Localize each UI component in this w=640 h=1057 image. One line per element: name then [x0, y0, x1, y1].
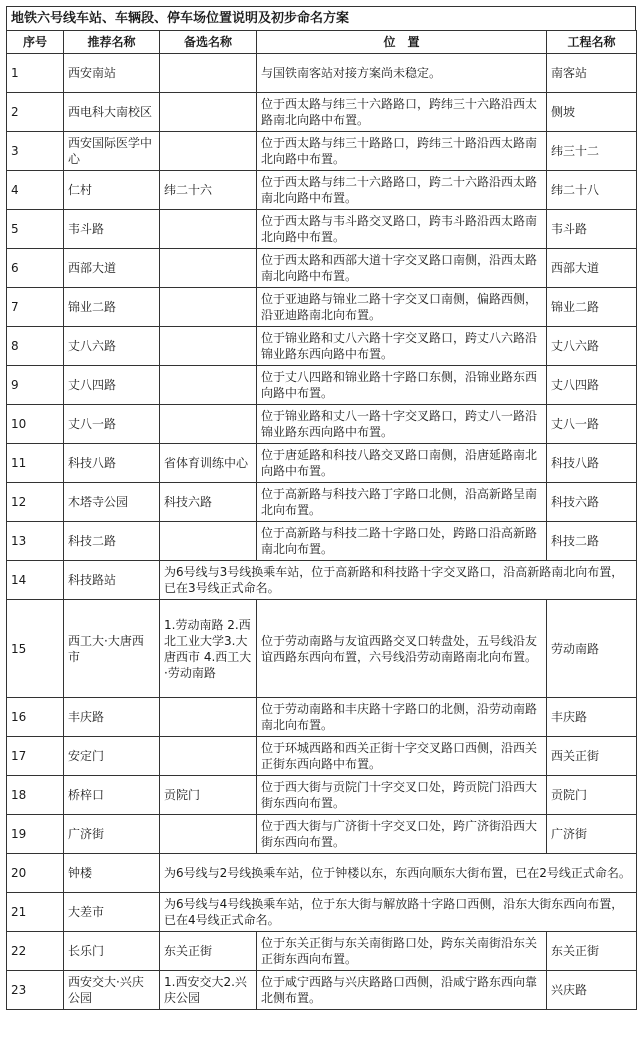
row-no: 23: [7, 971, 64, 1010]
row-location: 与国铁南客站对接方案尚未稳定。: [257, 54, 547, 93]
table-row: [7, 932, 637, 971]
row-alt: [160, 366, 257, 405]
table-row: [7, 210, 637, 249]
col-header-project: 工程名称: [547, 31, 637, 54]
table-row: [7, 854, 637, 893]
row-project: 纬二十八: [547, 171, 637, 210]
row-project: 贡院门: [547, 776, 637, 815]
row-no: 17: [7, 737, 64, 776]
row-name: 西电科大南校区: [64, 93, 160, 132]
table-row: [7, 561, 637, 600]
row-name: 丈八六路: [64, 327, 160, 366]
row-location: 位于亚迪路与锦业二路十字交叉口南侧，偏路西侧，沿亚迪路南北向布置。: [257, 288, 547, 327]
row-name: 科技路站: [64, 561, 160, 600]
row-alt: [160, 522, 257, 561]
row-name: 长乐门: [64, 932, 160, 971]
table-row: [7, 600, 637, 698]
row-alt: 省体育训练中心: [160, 444, 257, 483]
table-row: [7, 288, 637, 327]
row-no: 13: [7, 522, 64, 561]
row-project: 兴庆路: [547, 971, 637, 1010]
row-no: 16: [7, 698, 64, 737]
table-row: [7, 249, 637, 288]
row-location: 位于东关正街与东关南街路口处，跨东关南街沿东关正街东西向布置。: [257, 932, 547, 971]
row-merged-description: 为6号线与3号线换乘车站，位于高新路和科技路十字交叉路口，沿高新路南北向布置，已在3号线正式命名。: [160, 561, 637, 600]
row-no: 5: [7, 210, 64, 249]
row-name: 广济街: [64, 815, 160, 854]
row-no: 6: [7, 249, 64, 288]
row-no: 7: [7, 288, 64, 327]
row-name: 丈八一路: [64, 405, 160, 444]
row-project: 西部大道: [547, 249, 637, 288]
row-alt: [160, 93, 257, 132]
row-no: 4: [7, 171, 64, 210]
table-row: [7, 171, 637, 210]
row-location: 位于西太路与纬三十路路口，跨纬三十路沿西太路南北向路中布置。: [257, 132, 547, 171]
table-row: [7, 444, 637, 483]
row-location: 位于咸宁西路与兴庆路路口西侧，沿咸宁路东西向靠北侧布置。: [257, 971, 547, 1010]
row-location: 位于西大街与广济街十字交叉口处，跨广济街沿西大街东西向布置。: [257, 815, 547, 854]
table-row: [7, 54, 637, 93]
row-project: 科技八路: [547, 444, 637, 483]
row-no: 10: [7, 405, 64, 444]
row-name: 丈八四路: [64, 366, 160, 405]
row-alt: 贡院门: [160, 776, 257, 815]
row-merged-description: 为6号线与2号线换乘车站，位于钟楼以东，东西向顺东大街布置，已在2号线正式命名。: [160, 854, 637, 893]
row-merged-description: 为6号线与4号线换乘车站，位于东大街与解放路十字路口西侧，沿东大街东西向布置，已在4号线正式命名。: [160, 893, 637, 932]
row-alt: [160, 210, 257, 249]
row-location: 位于西大街与贡院门十字交叉口处，跨贡院门沿西大街东西向布置。: [257, 776, 547, 815]
row-no: 2: [7, 93, 64, 132]
station-naming-table: [6, 30, 637, 1010]
row-project: 劳动南路: [547, 600, 637, 698]
row-no: 14: [7, 561, 64, 600]
table-title: 地铁六号线车站、车辆段、停车场位置说明及初步命名方案: [6, 6, 636, 30]
row-project: 广济街: [547, 815, 637, 854]
row-project: 南客站: [547, 54, 637, 93]
row-location: 位于锦业路和丈八六路十字交叉路口，跨丈八六路沿锦业路东西向路中布置。: [257, 327, 547, 366]
row-location: 位于西太路与纬三十六路路口，跨纬三十六路沿西太路南北向路中布置。: [257, 93, 547, 132]
row-no: 3: [7, 132, 64, 171]
col-header-location: 位 置: [257, 31, 547, 54]
row-project: 丈八六路: [547, 327, 637, 366]
table-row: [7, 483, 637, 522]
row-name: 仁村: [64, 171, 160, 210]
row-location: 位于高新路与科技二路十字路口处，跨路口沿高新路南北向布置。: [257, 522, 547, 561]
row-alt: [160, 132, 257, 171]
row-location: 位于劳动南路与友谊西路交叉口转盘处，五号线沿友谊西路东西向布置，六号线沿劳动南路南北向布置。: [257, 600, 547, 698]
row-location: 位于丈八四路和锦业路十字路口东侧，沿锦业路东西向路中布置。: [257, 366, 547, 405]
row-name: 西工大·大唐西市: [64, 600, 160, 698]
row-no: 22: [7, 932, 64, 971]
row-name: 西安国际医学中心: [64, 132, 160, 171]
row-project: 丰庆路: [547, 698, 637, 737]
col-header-name: 推荐名称: [64, 31, 160, 54]
row-location: 位于高新路与科技六路丁字路口北侧，沿高新路呈南北向布置。: [257, 483, 547, 522]
table-row: [7, 776, 637, 815]
table-row: [7, 327, 637, 366]
row-project: 纬三十二: [547, 132, 637, 171]
row-alt: [160, 815, 257, 854]
col-header-no: 序号: [7, 31, 64, 54]
table-row: [7, 132, 637, 171]
row-alt: 纬二十六: [160, 171, 257, 210]
row-no: 20: [7, 854, 64, 893]
row-name: 西部大道: [64, 249, 160, 288]
row-alt: 科技六路: [160, 483, 257, 522]
row-no: 19: [7, 815, 64, 854]
row-name: 西安交大·兴庆公园: [64, 971, 160, 1010]
table-row: [7, 737, 637, 776]
row-alt: 1.西安交大2.兴庆公园: [160, 971, 257, 1010]
row-location: 位于劳动南路和丰庆路十字路口的北侧，沿劳动南路南北向布置。: [257, 698, 547, 737]
table-row: [7, 893, 637, 932]
row-name: 科技八路: [64, 444, 160, 483]
row-name: 丰庆路: [64, 698, 160, 737]
row-project: 科技六路: [547, 483, 637, 522]
row-name: 桥梓口: [64, 776, 160, 815]
row-location: 位于环城西路和西关正街十字交叉路口西侧，沿西关正街东西向路中布置。: [257, 737, 547, 776]
row-no: 18: [7, 776, 64, 815]
row-project: 科技二路: [547, 522, 637, 561]
row-name: 大差市: [64, 893, 160, 932]
row-alt: 东关正街: [160, 932, 257, 971]
row-no: 15: [7, 600, 64, 698]
table-row: [7, 815, 637, 854]
col-header-alt: 备选名称: [160, 31, 257, 54]
row-no: 12: [7, 483, 64, 522]
table-row: [7, 698, 637, 737]
row-no: 1: [7, 54, 64, 93]
row-location: 位于西太路和西部大道十字交叉路口南侧，沿西太路南北向路中布置。: [257, 249, 547, 288]
row-alt: [160, 327, 257, 366]
row-no: 21: [7, 893, 64, 932]
row-alt: 1.劳动南路 2.西北工业大学3.大唐西市 4.西工大·劳动南路: [160, 600, 257, 698]
row-project: 丈八一路: [547, 405, 637, 444]
row-project: 西关正街: [547, 737, 637, 776]
row-location: 位于西太路与韦斗路交叉路口，跨韦斗路沿西太路南北向路中布置。: [257, 210, 547, 249]
row-alt: [160, 54, 257, 93]
table-row: [7, 522, 637, 561]
table-row: [7, 93, 637, 132]
row-project: 锦业二路: [547, 288, 637, 327]
header-row: [7, 31, 637, 54]
row-location: 位于唐延路和科技八路交叉路口南侧，沿唐延路南北向路中布置。: [257, 444, 547, 483]
table-row: [7, 366, 637, 405]
row-no: 9: [7, 366, 64, 405]
row-project: 丈八四路: [547, 366, 637, 405]
row-name: 钟楼: [64, 854, 160, 893]
row-name: 安定门: [64, 737, 160, 776]
row-name: 西安南站: [64, 54, 160, 93]
row-name: 锦业二路: [64, 288, 160, 327]
row-alt: [160, 737, 257, 776]
row-name: 科技二路: [64, 522, 160, 561]
table-row: [7, 971, 637, 1010]
row-project: 东关正街: [547, 932, 637, 971]
row-project: 韦斗路: [547, 210, 637, 249]
row-name: 木塔寺公园: [64, 483, 160, 522]
row-location: 位于西太路与纬二十六路路口，跨二十六路沿西太路南北向路中布置。: [257, 171, 547, 210]
row-alt: [160, 698, 257, 737]
row-project: 侧坡: [547, 93, 637, 132]
row-alt: [160, 405, 257, 444]
table-row: [7, 405, 637, 444]
row-no: 11: [7, 444, 64, 483]
row-name: 韦斗路: [64, 210, 160, 249]
row-no: 8: [7, 327, 64, 366]
row-location: 位于锦业路和丈八一路十字交叉路口，跨丈八一路沿锦业路东西向路中布置。: [257, 405, 547, 444]
row-alt: [160, 288, 257, 327]
row-alt: [160, 249, 257, 288]
